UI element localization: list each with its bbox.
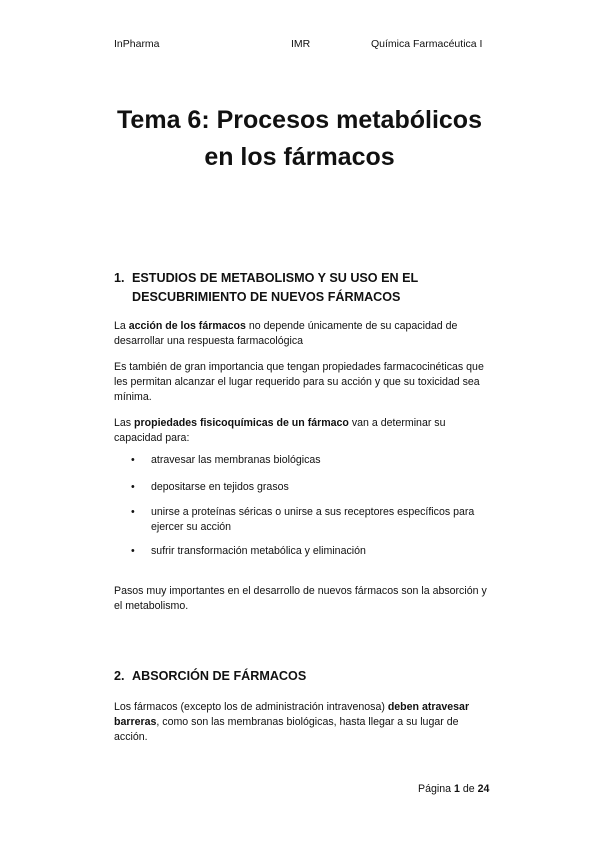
section-1-heading-line-2: DESCUBRIMIENTO DE NUEVOS FÁRMACOS	[132, 290, 401, 304]
section-1-paragraph-1: La acción de los fármacos no depende únicamente de su capacidad de desarrollar una respuesta farmacológica	[114, 320, 458, 347]
of-word: de	[462, 783, 475, 795]
header-center-text: IMR	[291, 38, 311, 50]
section-1-heading-line-1: ESTUDIOS DE METABOLISMO Y SU USO EN EL	[132, 271, 419, 285]
section-2-number: 2.	[114, 669, 125, 683]
bullet-icon: •	[131, 481, 135, 493]
document-title	[0, 102, 599, 176]
list-item-text: depositarse en tejidos grasos	[151, 481, 289, 493]
list-item-text: atravesar las membranas biológicas	[151, 454, 321, 466]
bold-text: acción de los fármacos	[128, 320, 246, 332]
page-word: Página	[418, 783, 451, 795]
section-1-paragraph-4: Pasos muy importantes en el desarrollo de nuevos fármacos son la absorción y el metabolismo.	[114, 585, 487, 612]
page-current: 1	[453, 783, 460, 795]
section-2-heading-text: ABSORCIÓN DE FÁRMACOS	[132, 669, 307, 683]
bullet-icon: •	[131, 454, 135, 466]
title-line-2: en los fármacos	[204, 143, 395, 171]
section-1-heading	[114, 269, 486, 307]
bullet-icon: •	[131, 545, 135, 557]
page-total: 24	[477, 783, 490, 795]
section-1-number: 1.	[114, 271, 125, 285]
list-item-text: sufrir transformación metabólica y eliminación	[151, 545, 366, 557]
section-2-heading	[114, 667, 486, 686]
section-2-paragraph-1: Los fármacos (excepto los de administración intravenosa) deben atravesar barreras, como son las membranas biológicas, hasta llegar a su lugar de acción.	[114, 701, 470, 743]
section-1-paragraph-3: Las propiedades fisicoquímicas de un fármaco van a determinar su capacidad para:	[114, 417, 446, 444]
title-line-1: Tema 6: Procesos metabólicos	[117, 106, 482, 134]
list-item-text: unirse a proteínas séricas o unirse a sus receptores específicos para ejercer su acción	[151, 506, 475, 533]
header-right-text: Química Farmacéutica I	[371, 38, 483, 50]
page-header	[0, 38, 599, 52]
bullet-icon: •	[131, 506, 135, 518]
page-footer	[418, 783, 489, 795]
bold-text: propiedades fisicoquímicas de un fármaco	[134, 417, 349, 429]
header-left-text: InPharma	[114, 38, 160, 50]
section-1-paragraph-2: Es también de gran importancia que tengan propiedades farmacocinéticas que les permitan alcanzar el lugar requerido para su acción y que su toxicidad sea mínima.	[114, 361, 484, 403]
bold-text: deben atravesar barreras	[114, 701, 470, 728]
